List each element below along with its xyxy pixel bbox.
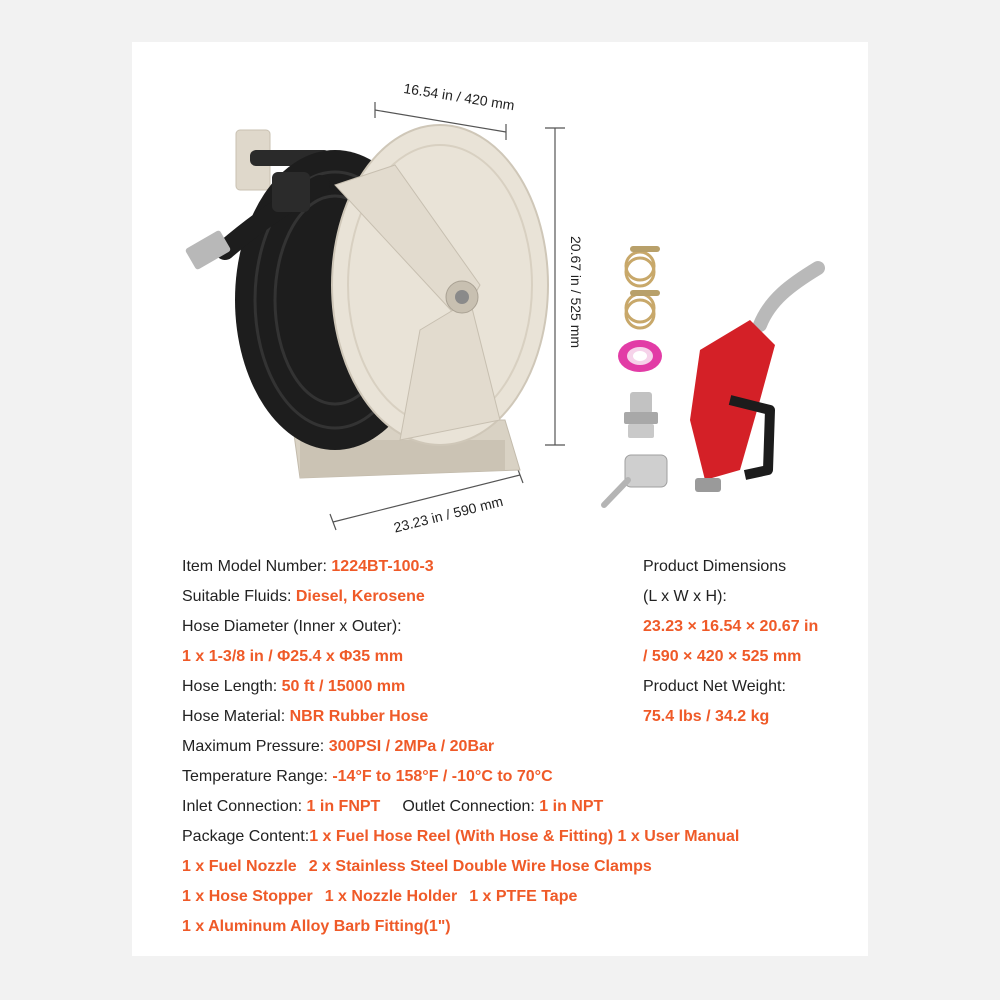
spec-value: 1 in NPT	[539, 798, 604, 815]
spec-package-line	[182, 854, 652, 884]
nozzle-holder-image	[604, 455, 667, 505]
height-dimension-label: 20.67 in / 525 mm	[568, 236, 584, 349]
spec-value: 1 x 1-3/8 in / Φ25.4 x Φ35 mm	[182, 648, 404, 665]
spec-hose-length	[182, 674, 642, 704]
product-dimensions-sub: (L x W x H):	[643, 588, 727, 605]
spec-label: Inlet Connection:	[182, 798, 307, 815]
spec-label: Hose Material:	[182, 708, 290, 725]
spec-fluids	[182, 584, 642, 614]
spec-value: 300PSI / 2MPa / 20Bar	[328, 738, 495, 755]
length-dimension-label: 23.23 in / 590 mm	[392, 492, 505, 536]
spec-package-content	[182, 824, 740, 854]
spec-material	[182, 704, 642, 734]
product-dimensions-inches: 23.23 × 16.54 × 20.67 in	[643, 618, 819, 635]
spec-label: Outlet Connection:	[402, 798, 540, 815]
product-dimensions-mm: / 590 × 420 × 525 mm	[643, 648, 802, 665]
spec-package-line	[182, 914, 642, 944]
fuel-nozzle-image	[690, 268, 818, 492]
hose-clamp-image	[626, 290, 660, 328]
spec-value: 1 x PTFE Tape	[469, 888, 578, 905]
spec-label: Hose Diameter (Inner x Outer):	[182, 618, 402, 635]
spec-pressure	[182, 734, 642, 764]
spec-value: Diesel, Kerosene	[295, 588, 425, 605]
spec-value: NBR Rubber Hose	[289, 708, 429, 725]
spec-diameter-value	[182, 644, 642, 674]
spec-label: Suitable Fluids:	[182, 588, 296, 605]
ptfe-tape-image	[618, 340, 662, 372]
spec-label: Temperature Range:	[182, 768, 333, 785]
product-weight-label: Product Net Weight:	[643, 678, 786, 695]
spec-value: 1 x Aluminum Alloy Barb Fitting(1")	[182, 918, 451, 935]
hose-clamp-image	[626, 246, 660, 286]
hose-reel-image	[185, 125, 548, 478]
spec-value: -14°F to 158°F / -10°C to 70°C	[332, 768, 553, 785]
product-dimensions-block	[643, 554, 853, 734]
product-dimensions-label: Product Dimensions	[643, 558, 787, 575]
spec-package-line	[182, 884, 642, 914]
spec-value: 1224BT-100-3	[331, 558, 434, 575]
spec-value: 1 x Nozzle Holder	[324, 888, 458, 905]
width-dimension-label: 16.54 in / 420 mm	[402, 80, 516, 114]
spec-value: 50 ft / 15000 mm	[281, 678, 406, 695]
spec-connections	[182, 794, 642, 824]
spec-value: 2 x Stainless Steel Double Wire Hose Clamps	[308, 858, 652, 875]
spec-label: Maximum Pressure:	[182, 738, 329, 755]
spec-label: Package Content:	[182, 828, 310, 845]
spec-label: Item Model Number:	[182, 558, 332, 575]
spec-value: 1 x Hose Stopper	[182, 888, 313, 905]
spec-label: Hose Length:	[182, 678, 282, 695]
barb-fitting-image	[624, 392, 658, 438]
spec-diameter-label	[182, 614, 642, 644]
spec-model	[182, 554, 642, 584]
spec-value: 1 x Fuel Hose Reel (With Hose & Fitting) 1 x User Manual	[309, 828, 740, 845]
product-weight-value: 75.4 lbs / 34.2 kg	[643, 708, 770, 725]
spec-value: 1 in FNPT	[306, 798, 381, 815]
spec-value: 1 x Fuel Nozzle	[182, 858, 297, 875]
spec-temperature	[182, 764, 642, 794]
